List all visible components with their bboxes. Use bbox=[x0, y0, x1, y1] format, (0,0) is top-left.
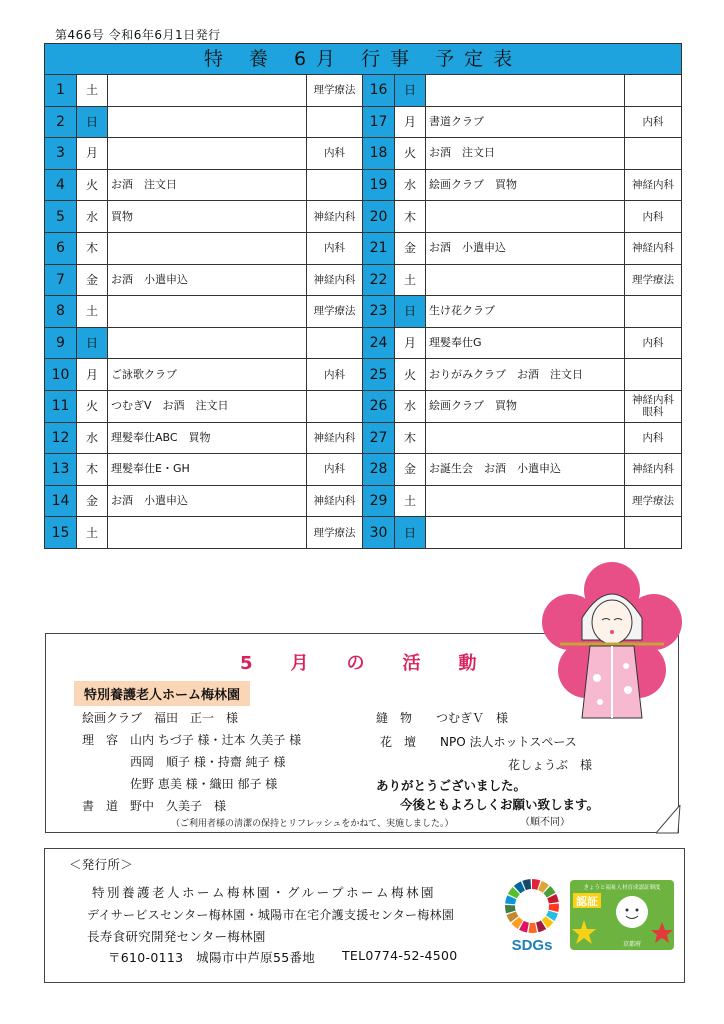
table-row bbox=[45, 454, 682, 486]
weekday: 火 bbox=[77, 390, 108, 422]
day-number: 15 bbox=[45, 517, 77, 549]
day-number: 28 bbox=[363, 454, 395, 486]
weekday: 木 bbox=[395, 201, 426, 233]
table-row bbox=[45, 390, 682, 422]
page-curl-decoration bbox=[656, 805, 682, 835]
day-number: 22 bbox=[363, 264, 395, 296]
activity-line: 理 容 山内 ちづ子 様・辻本 久美子 様 bbox=[82, 733, 302, 747]
day-number: 11 bbox=[45, 390, 77, 422]
department-cell bbox=[625, 75, 682, 107]
weekday: 土 bbox=[77, 517, 108, 549]
department-cell bbox=[625, 138, 682, 170]
event-cell: 絵画クラブ 買物 bbox=[426, 390, 625, 422]
weekday: 金 bbox=[77, 264, 108, 296]
table-row bbox=[45, 327, 682, 359]
weekday: 火 bbox=[395, 138, 426, 170]
department-cell: 内科 bbox=[307, 454, 363, 486]
event-cell bbox=[108, 296, 307, 328]
event-cell: 理髪奉仕ABC 買物 bbox=[108, 422, 307, 454]
department-cell: 神経内科 bbox=[625, 169, 682, 201]
day-number: 4 bbox=[45, 169, 77, 201]
event-cell: 絵画クラブ 買物 bbox=[426, 169, 625, 201]
weekday: 土 bbox=[395, 485, 426, 517]
cert-subtitle: きょうと福祉人材育成認証制度 bbox=[583, 885, 661, 891]
day-number: 10 bbox=[45, 359, 77, 391]
day-number: 16 bbox=[363, 75, 395, 107]
sdg-segment bbox=[505, 905, 516, 913]
weekday: 木 bbox=[395, 422, 426, 454]
activity-line: 佐野 恵美 様・織田 郁子 様 bbox=[82, 777, 278, 791]
department-cell: 内科 bbox=[307, 359, 363, 391]
department-cell bbox=[307, 106, 363, 138]
table-row bbox=[45, 296, 682, 328]
event-cell: お誕生会 お酒 小遣申込 bbox=[426, 454, 625, 486]
day-number: 29 bbox=[363, 485, 395, 517]
department-cell: 神経内科 bbox=[307, 485, 363, 517]
day-number: 9 bbox=[45, 327, 77, 359]
activity-line: 花 壇 NPO 法人ホットスペース bbox=[380, 735, 577, 749]
event-cell bbox=[108, 517, 307, 549]
publisher-line: 長寿食研究開発センター梅林園 bbox=[87, 929, 266, 944]
sdg-segment bbox=[549, 904, 559, 912]
day-number: 18 bbox=[363, 138, 395, 170]
weekday: 土 bbox=[77, 75, 108, 107]
department-cell: 内科 bbox=[625, 422, 682, 454]
day-number: 25 bbox=[363, 359, 395, 391]
department-cell: 理学療法 bbox=[307, 517, 363, 549]
weekday: 月 bbox=[395, 327, 426, 359]
event-cell bbox=[108, 106, 307, 138]
department-cell bbox=[307, 327, 363, 359]
thanks-text: 今後ともよろしくお願い致します。 bbox=[400, 797, 600, 812]
table-row bbox=[45, 169, 682, 201]
department-cell: 神経内科 bbox=[625, 232, 682, 264]
sdg-segment bbox=[529, 923, 537, 933]
address: 〒610-0113 城陽市中芦原55番地 bbox=[108, 950, 316, 965]
day-number: 13 bbox=[45, 454, 77, 486]
day-number: 19 bbox=[363, 169, 395, 201]
department-cell bbox=[625, 359, 682, 391]
table-row bbox=[45, 106, 682, 138]
event-cell: 書道クラブ bbox=[426, 106, 625, 138]
cert-label: 認証 bbox=[576, 895, 598, 908]
weekday: 日 bbox=[77, 106, 108, 138]
weekday: 火 bbox=[395, 359, 426, 391]
table-row bbox=[45, 232, 682, 264]
department-cell: 内科 bbox=[625, 327, 682, 359]
department-cell: 神経内科 bbox=[307, 201, 363, 233]
activity-line: 縫 物 つむぎＶ 様 bbox=[376, 711, 509, 725]
day-number: 8 bbox=[45, 296, 77, 328]
weekday: 水 bbox=[77, 422, 108, 454]
table-row bbox=[45, 517, 682, 549]
department-cell: 理学療法 bbox=[625, 264, 682, 296]
department-cell bbox=[307, 390, 363, 422]
department-cell: 理学療法 bbox=[307, 296, 363, 328]
event-cell: お酒 小遣申込 bbox=[426, 232, 625, 264]
weekday: 土 bbox=[77, 296, 108, 328]
event-cell: お酒 注文日 bbox=[108, 169, 307, 201]
weekday: 金 bbox=[395, 454, 426, 486]
day-number: 2 bbox=[45, 106, 77, 138]
thanks-text: ありがとうございました。 bbox=[376, 778, 527, 793]
activity-line: 西岡 順子 様・持齋 純子 様 bbox=[82, 755, 286, 769]
event-cell bbox=[108, 327, 307, 359]
department-cell: 神経内科 眼科 bbox=[625, 390, 682, 422]
day-number: 26 bbox=[363, 390, 395, 422]
event-cell bbox=[426, 201, 625, 233]
department-cell bbox=[307, 169, 363, 201]
activity-note: （ご利用者様の清潔の保持とリフレッシュをかねて、実施しました。） bbox=[171, 819, 454, 829]
event-cell: 理髪奉仕G bbox=[426, 327, 625, 359]
event-cell: お酒 小遣申込 bbox=[108, 264, 307, 296]
day-number: 1 bbox=[45, 75, 77, 107]
weekday: 日 bbox=[395, 296, 426, 328]
schedule-title: 特 養 6月 行事 予定表 bbox=[45, 44, 682, 75]
activities-title: 5月の活動 bbox=[240, 653, 515, 674]
weekday: 火 bbox=[77, 169, 108, 201]
department-cell bbox=[625, 296, 682, 328]
department-cell: 内科 bbox=[307, 232, 363, 264]
event-cell bbox=[426, 75, 625, 107]
day-number: 23 bbox=[363, 296, 395, 328]
event-cell bbox=[426, 264, 625, 296]
organization-label: 特別養護老人ホーム梅林園 bbox=[74, 681, 250, 706]
sdgs-logo bbox=[502, 878, 562, 956]
weekday: 土 bbox=[395, 264, 426, 296]
event-cell bbox=[426, 422, 625, 454]
event-cell bbox=[426, 517, 625, 549]
event-cell: 生け花クラブ bbox=[426, 296, 625, 328]
certification-logo bbox=[570, 880, 674, 950]
table-row bbox=[45, 422, 682, 454]
event-cell: 理髪奉仕E・GH bbox=[108, 454, 307, 486]
weekday: 木 bbox=[77, 232, 108, 264]
weekday: 水 bbox=[395, 169, 426, 201]
weekday: 日 bbox=[77, 327, 108, 359]
event-cell bbox=[108, 138, 307, 170]
table-row bbox=[45, 359, 682, 391]
activity-line: 書 道 野中 久美子 様 bbox=[82, 799, 227, 813]
department-cell: 内科 bbox=[625, 106, 682, 138]
publisher-label: ＜発行所＞ bbox=[69, 857, 134, 872]
publisher-line: デイサービスセンター梅林園・城陽市在宅介護支援センター梅林園 bbox=[87, 908, 455, 922]
event-cell: お酒 注文日 bbox=[426, 138, 625, 170]
weekday: 金 bbox=[395, 232, 426, 264]
weekday: 月 bbox=[395, 106, 426, 138]
department-cell: 内科 bbox=[625, 201, 682, 233]
day-number: 27 bbox=[363, 422, 395, 454]
publisher-line: 特別養護老人ホーム梅林園・グループホーム梅林園 bbox=[92, 885, 437, 900]
event-cell: つむぎV お酒 注文日 bbox=[108, 390, 307, 422]
weekday: 月 bbox=[77, 138, 108, 170]
table-row bbox=[45, 264, 682, 296]
event-cell: おりがみクラブ お酒 注文日 bbox=[426, 359, 625, 391]
day-number: 14 bbox=[45, 485, 77, 517]
department-cell: 理学療法 bbox=[625, 485, 682, 517]
event-cell bbox=[108, 232, 307, 264]
day-number: 5 bbox=[45, 201, 77, 233]
table-row bbox=[45, 201, 682, 233]
event-cell: 買物 bbox=[108, 201, 307, 233]
activity-line: 絵画クラブ 福田 正一 様 bbox=[82, 711, 239, 725]
telephone: TEL0774-52-4500 bbox=[342, 948, 458, 963]
weekday: 月 bbox=[77, 359, 108, 391]
day-number: 17 bbox=[363, 106, 395, 138]
order-note: （順不同） bbox=[520, 817, 570, 828]
weekday: 水 bbox=[77, 201, 108, 233]
department-cell: 内科 bbox=[307, 138, 363, 170]
event-cell bbox=[108, 75, 307, 107]
department-cell: 神経内科 bbox=[307, 264, 363, 296]
day-number: 6 bbox=[45, 232, 77, 264]
weekday: 日 bbox=[395, 75, 426, 107]
table-row bbox=[45, 75, 682, 107]
table-row bbox=[45, 138, 682, 170]
day-number: 3 bbox=[45, 138, 77, 170]
schedule-table bbox=[44, 43, 682, 549]
day-number: 24 bbox=[363, 327, 395, 359]
activity-line: 花しょうぶ 様 bbox=[508, 758, 593, 772]
event-cell bbox=[426, 485, 625, 517]
day-number: 21 bbox=[363, 232, 395, 264]
weekday: 日 bbox=[395, 517, 426, 549]
day-number: 12 bbox=[45, 422, 77, 454]
department-cell bbox=[625, 517, 682, 549]
event-cell: お酒 小遣申込 bbox=[108, 485, 307, 517]
weekday: 金 bbox=[77, 485, 108, 517]
department-cell: 神経内科 bbox=[307, 422, 363, 454]
day-number: 20 bbox=[363, 201, 395, 233]
issue-info: 第466号 令和6年6月1日発行 bbox=[55, 28, 221, 42]
department-cell: 神経内科 bbox=[625, 454, 682, 486]
department-cell: 理学療法 bbox=[307, 75, 363, 107]
day-number: 30 bbox=[363, 517, 395, 549]
sdgs-label: SDGs bbox=[511, 937, 553, 954]
weekday: 水 bbox=[395, 390, 426, 422]
event-cell: ご詠歌クラブ bbox=[108, 359, 307, 391]
doll-illustration bbox=[542, 560, 682, 725]
cert-prefecture: 京都府 bbox=[622, 941, 642, 948]
table-row bbox=[45, 485, 682, 517]
day-number: 7 bbox=[45, 264, 77, 296]
weekday: 木 bbox=[77, 454, 108, 486]
